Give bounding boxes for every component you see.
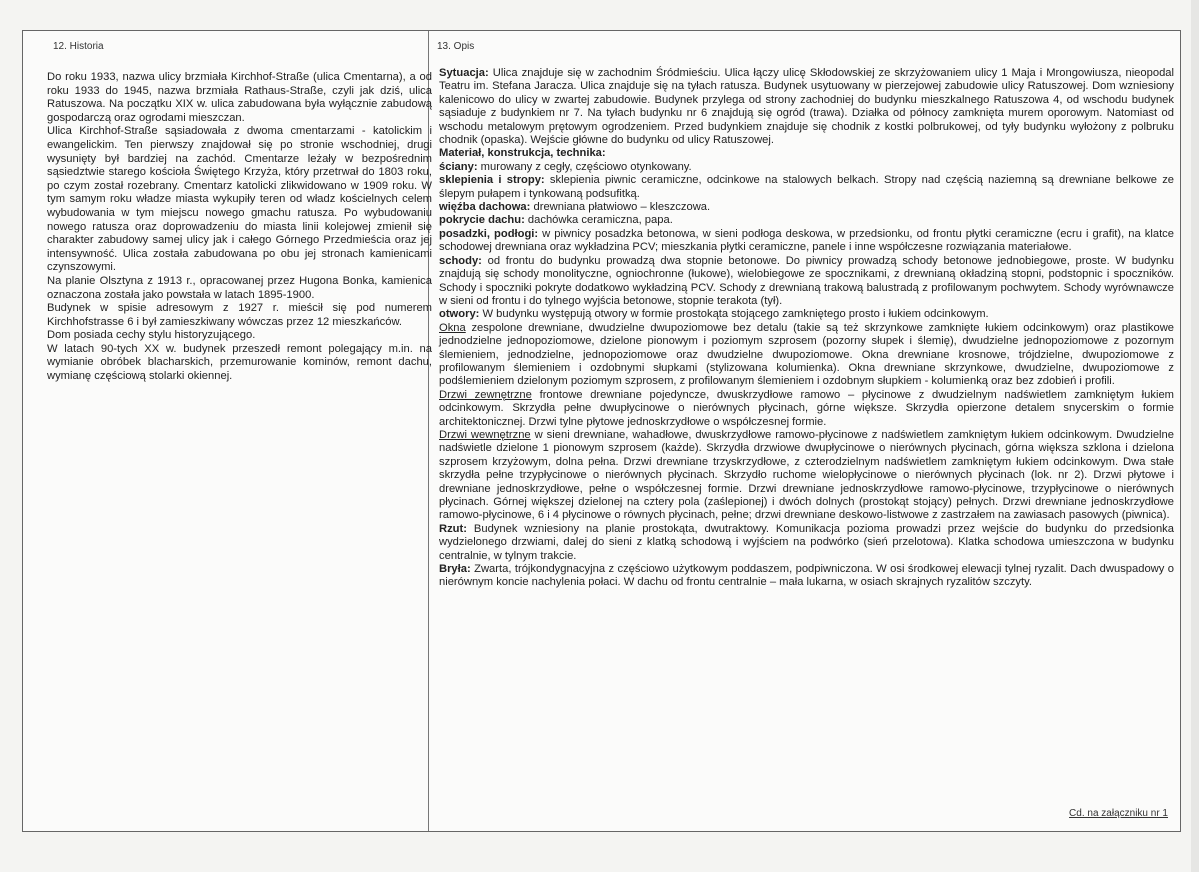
sytuacja-section: [439, 67, 1174, 147]
okna-section: [439, 322, 1174, 389]
drzwi-zewnetrzne-section: [439, 389, 1174, 429]
sytuacja-text: Ulica znajduje się w zachodnim Śródmieściu. Ulica łączy ulicę Skłodowskiej ze skrzyżowaniem ulicy 1 Maja i Mrongowiusza, nieopodal Teatru im. Stefana Jaracza. Ulica znajduje się na tyłach ratusza. Budynek usytuowany w pierzejowej zabudowie ulicy Ratuszowej. Dom wzniesiony kalenicowo do ulicy w zwartej zabudowie. Budynek przylega od strony zachodniej do budynku mieszkalnego Ratuszowa 4, od wschodu budynek sąsiaduje z budynkiem nr 7. Na tyłach budynku nr 6 znajdują się ogród (trawa). Działka od północy zamknięta murem oporowym. Natomiast od wschodu metalowym prętowym ogrodzeniem. Przed budynkiem znajduje się chodnik z kostki polbrukowej, od tyły budynku wyłożony z polbruku chodnik (opaska). Wejście główne do budynku od ulicy Ratuszowej.: [439, 67, 1174, 147]
bryla-label: Bryła:: [439, 563, 471, 576]
history-paragraph: Na planie Olsztyna z 1913 r., opracowanej przez Hugona Bonka, kamienica oznaczona została jako powstała w latach 1895-1900.: [47, 274, 432, 301]
document-sheet: [22, 30, 1181, 832]
rzut-section: [439, 523, 1174, 563]
wiezba-text: drewniana płatwiowo – kleszczowa.: [530, 201, 711, 214]
sytuacja-label: Sytuacja:: [439, 67, 489, 79]
sklepienia-section: [439, 174, 1174, 201]
schody-text: od frontu do budynku prowadzą dwa stopnie betonowe. Do piwnicy prowadzą schody betonowe jednobiegowe, proste. W budynku znajdują się schody monolityczne, ogniochronne (łukowe), wielobiegowe ze spocznikami, z drewnianą okładziną stopni, podstopnic i spoczników. Schody i spoczniki pokryte dodatkowo wykładziną PCV. Schody z drewnianą trakową balustradą z profilowanym pochwytem. Schody wyrównawcze w sieni od frontu i do tylnego wyjścia betonowe, stopnie terakota (tył).: [439, 254, 1174, 307]
pokrycie-section: [439, 214, 1174, 227]
material-heading: Materiał, konstrukcja, technika:: [439, 147, 606, 160]
history-paragraph: Ulica Kirchhof-Straße sąsiadowała z dwoma cmentarzami - katolickim i ewangelickim. Ten pierwszy znajdował się po stronie wschodniej, drugi wysunięty był bardziej na zachód. Cmentarze leżały w bezpośrednim sąsiedztwie starego kościoła Świętego Krzyża, który przetrwał do 1803 roku, po czym został rozebrany. Cmentarz katolicki zlikwidowano w 1909 roku. W tym samym roku władze miasta wykupiły teren od władz kościelnych celem wybudowania w tym miejscu nowego gmachu ratusza. Po wybudowaniu nowego ratusza oraz doprowadzeniu do miasta linii kolejowej zmienił się charakter zabudowy samej ulicy jak i całego Górnego Przedmieścia oraz jej intensywność. Ulica została zabudowana po obu jej stronach kamienicami czynszowymi.: [47, 125, 432, 274]
bryla-section: [439, 563, 1174, 590]
schody-section: [439, 255, 1174, 309]
sciany-section: [439, 161, 1174, 174]
okna-text: zespolone drewniane, dwudzielne dwupoziomowe bez detalu (takie są też skrzynkowe zamknięte łukiem odcinkowym) oraz plastikowe jednodzielne jednopoziomowe, dzielone pionowym i poziomym szprosem (pozorny słupek i ślemię), dwudzielne jednopoziomowe z pozornym ślemieniem, jednodzielne, jednopoziomowe oraz dwudzielne dwupoziomowe. Okna drewniane krosnowe, trójdzielne, dwupoziomowe z profilowanym ślemieniem i ozdobnymi słupkami (stylizowana kolumienka). Okna drewniane skrzynkowe, dwudzielne, dwupoziomowe z podślemieniem dzielonym poziomym szprosem, z profilowanym ślemieniem i ozdobnym słupkiem - kolumienką oraz bez zdobień i profili.: [439, 321, 1174, 388]
otwory-section: [439, 308, 1174, 321]
history-paragraph: W latach 90-tych XX w. budynek przeszedł remont polegający m.in. na wymianie obróbek blacharskich, przemurowanie kominów, remont dachu, wymianę częściową stolarki okiennej.: [47, 342, 432, 383]
drzwi-wewnetrzne-label: Drzwi wewnętrzne: [439, 428, 531, 441]
schody-label: schody:: [439, 254, 482, 267]
history-paragraph: Dom posiada cechy stylu historyzującego.: [47, 329, 256, 342]
description-header: 13. Opis: [437, 41, 475, 52]
bryla-text: Zwarta, trójkondygnacyjna z częściowo użytkowym poddaszem, podpiwniczona. W osi środkowej elewacji tylnej ryzalit. Dach dwuspadowy o nierównym koncie nachylenia połaci. W dachu od frontu centralnie – mała lukarna, w osiach skrajnych ryzalitów szczyty.: [439, 563, 1174, 589]
sciany-text: murowany z cegły, częściowo otynkowany.: [477, 160, 692, 173]
otwory-label: otwory:: [439, 308, 480, 321]
rzut-text: Budynek wzniesiony na planie prostokąta, dwutraktowy. Komunikacja pozioma prowadzi przez wejście do budynku do przedsionka wydzielonego drzwiami, dalej do sieni z klatką schodową i wyjściem na podwórko (sień przelotowa). Klatka schodowa umieszczona w budynku centralnie, w tylnym trakcie.: [439, 522, 1174, 562]
posadzki-text: w piwnicy posadzka betonowa, w sieni podłoga deskowa, w przedsionku, od frontu płytki ceramiczne (ecru i grafit), na klatce schodowej drewniana oraz wykładzina PCV; mieszkania płytki ceramiczne, panele i inne współczesne rozwiązania materiałowe.: [439, 227, 1174, 254]
posadzki-section: [439, 228, 1174, 255]
history-paragraph: Budynek w spisie adresowym z 1927 r. mieścił się pod numerem Kirchhofstrasse 6 i był zamieszkiwany wówczas przez 12 mieszkańców.: [47, 302, 432, 328]
history-header: 12. Historia: [53, 41, 104, 52]
sklepienia-label: sklepienia i stropy:: [439, 174, 545, 187]
continuation-note: Cd. na załączniku nr 1: [1069, 808, 1168, 819]
history-column: [47, 71, 432, 384]
posadzki-label: posadzki, podłogi:: [439, 227, 539, 240]
history-paragraph: Do roku 1933, nazwa ulicy brzmiała Kirchhof-Straße (ulica Cmentarna), a od roku 1933 do 1945, nazwa brzmiała Rathaus-Straße, czyli jak dziś, ulica Ratuszowa. Na początku XIX w. ulica zabudowana była wyłącznie zabudową gospodarczą oraz ogrodami mieszczan.: [47, 71, 432, 124]
pokrycie-label: pokrycie dachu:: [439, 214, 525, 227]
okna-label: Okna: [439, 321, 466, 334]
sklepienia-text: sklepienia piwnic ceramiczne, odcinkowe na stalowych belkach. Stropy nad częścią naziemną są drewniane belkowe ze ślepym pułapem i tynkowaną podsufitką.: [439, 174, 1175, 200]
scan-edge: [1191, 0, 1199, 872]
drzwi-wewnetrzne-text: w sieni drewniane, wahadłowe, dwuskrzydłowe ramowo-płycinowe z nadświetlem zamkniętym łukiem odcinkowym. Dwudzielne nadświetle dzielone 1 pionowym szprosem (każde). Skrzydła drzwiowe dwupłycinowe o nierównych płycinach, górna większa szklona i dzielona szprosem krzyżowym, dolna pełna. Drzwi drewniane trzyskrzydłowe, z czterodzielnym nadświetlem zamkniętym łukiem odcinkowym. Dwa stałe skrzydła pełne trzypłycinowe o nierównych płycinach. Skrzydło ruchome wielopłycinowe o nierównych płycinach (lok. nr 2). Drzwi płytowe i drewniane jednoskrzydłowe, pełne o współczesnej formie. Drzwi drewniane jednoskrzydłowe ramowo-płycinowe, trzypłycinowe o nierównych płycinach. Górnej większej dzielonej na cztery pola (zaślepionej) i dwóch dolnych (prostokąt stojący) pełnych. Drzwi drewniane jednoskrzydłowe ramowo-płycinowe, 6 i 4 płycinowe o równych płycinach, pełne; drzwi drewniane deskowo-listwowe z zastrzałem na zawiasach pasowych (piwnica).: [439, 428, 1174, 522]
drzwi-zewnetrzne-text: frontowe drewniane pojedyncze, dwuskrzydłowe ramowo – płycinowe z dwudzielnym nadświetlem zamkniętym łukiem odcinkowym. Skrzydła pełne dwupłycinowe o nierównych płycinach, górne większe. Skrzydła opierzone detalem snycerskim o formie architektonicznej. Drzwi tylne płytowe jednoskrzydłowe o współczesnej formie.: [439, 388, 1174, 428]
otwory-text: W budynku występują otwory w formie prostokąta stojącego zamkniętego prosto i łukiem odcinkowym.: [479, 308, 989, 321]
drzwi-zewnetrzne-label: Drzwi zewnętrzne: [439, 388, 532, 401]
wiezba-section: [439, 201, 1174, 214]
pokrycie-text: dachówka ceramiczna, papa.: [524, 214, 673, 227]
rzut-label: Rzut:: [439, 522, 467, 535]
wiezba-label: więźba dachowa:: [439, 201, 531, 214]
description-column: [439, 67, 1174, 590]
drzwi-wewnetrzne-section: [439, 429, 1174, 523]
sciany-label: ściany:: [439, 160, 478, 173]
